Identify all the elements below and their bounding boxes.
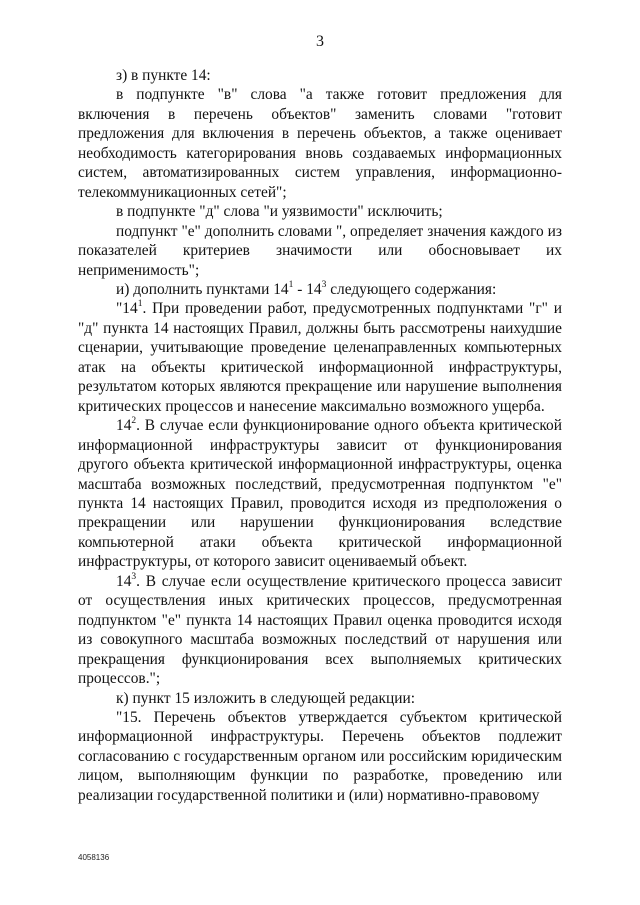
superscript: 2 <box>131 416 137 427</box>
superscript: 1 <box>137 299 143 310</box>
text-run: 14 <box>116 417 132 435</box>
paragraph-subpoint-e: подпункт "е" дополнить словами ", определяет значения каждого из показателей критериев значимости или обосновывает их неприменимость"; <box>78 222 562 279</box>
paragraph-15: "15. Перечень объектов утверждается субъектом критической информационной инфраструктуры. Перечень объектов подлежит согласованию с государственным органом или российским юридическим лицом, выполняющим функции по разработке, проведению или реализации государственной политики и (или) нормативно-правовому <box>78 708 562 804</box>
page-number: 3 <box>316 33 324 50</box>
text-run: . В случае если функционирование одного объекта критической информационной инфраструктуры зависит от функционирования другого объекта критической информационной инфраструктуры, оценка масштаба возможных последствий, предусмотренная подпунктом "е" пункта 14 настоящих Правил, проводится исходя из предположения о прекращении или нарушении функционирования вследствие компьютерной атаки объекта критической информационной инфраструктуры, от которого зависит оцениваемый объект. <box>78 417 562 571</box>
text-run: и) дополнить пунктами 14 <box>116 280 289 298</box>
text-run: - 14 <box>293 280 322 298</box>
document-id: 4058136 <box>78 853 110 862</box>
text-run: "14 <box>116 300 138 318</box>
text-run: . При проведении работ, предусмотренных подпунктами "г" и "д" пункта 14 настоящих Правил, должны быть рассмотрены наихудшие сценарии, учитывающие проведение целенаправленных компьютерных атак на объекты критической информационной инфраструктуры, результатом которых являются прекращение или нарушение выполнения критических процессов и нанесение максимально возможного ущерба. <box>78 300 562 415</box>
superscript: 3 <box>131 571 137 582</box>
paragraph-subpoint-d: в подпункте "д" слова "и уязвимости" исключить; <box>116 203 443 221</box>
paragraph-14-3 <box>78 572 562 689</box>
paragraph-14-2 <box>78 416 562 572</box>
document-body <box>78 66 562 805</box>
text-run: . В случае если осуществление критического процесса зависит от осуществления иных критических процессов, предусмотренная подпунктом "е" пункта 14 настоящих Правил оценка проводится исходя из совокупного масштаба возможных последствий от нарушения или прекращения функционирования всех выполняемых критических процессов."; <box>78 572 562 688</box>
paragraph-k: к) пункт 15 изложить в следующей редакции: <box>116 689 415 707</box>
paragraph-14-1 <box>78 299 562 416</box>
text-run: 14 <box>116 572 132 590</box>
text-run: следующего содержания: <box>326 280 497 298</box>
paragraph-subpoint-v: в подпункте "в" слова "а также готовит предложения для включения в перечень объектов" заменить словами "готовит предложения для включения в перечень объектов, а также оценивает необходимость категорирования вновь создаваемых информационных систем, автоматизированных систем управления, информационно-телекоммуникационных сетей"; <box>78 86 562 201</box>
superscript: 3 <box>321 279 327 290</box>
superscript: 1 <box>288 279 294 290</box>
paragraph-i <box>78 280 562 299</box>
paragraph-z: з) в пункте 14: <box>116 67 211 84</box>
